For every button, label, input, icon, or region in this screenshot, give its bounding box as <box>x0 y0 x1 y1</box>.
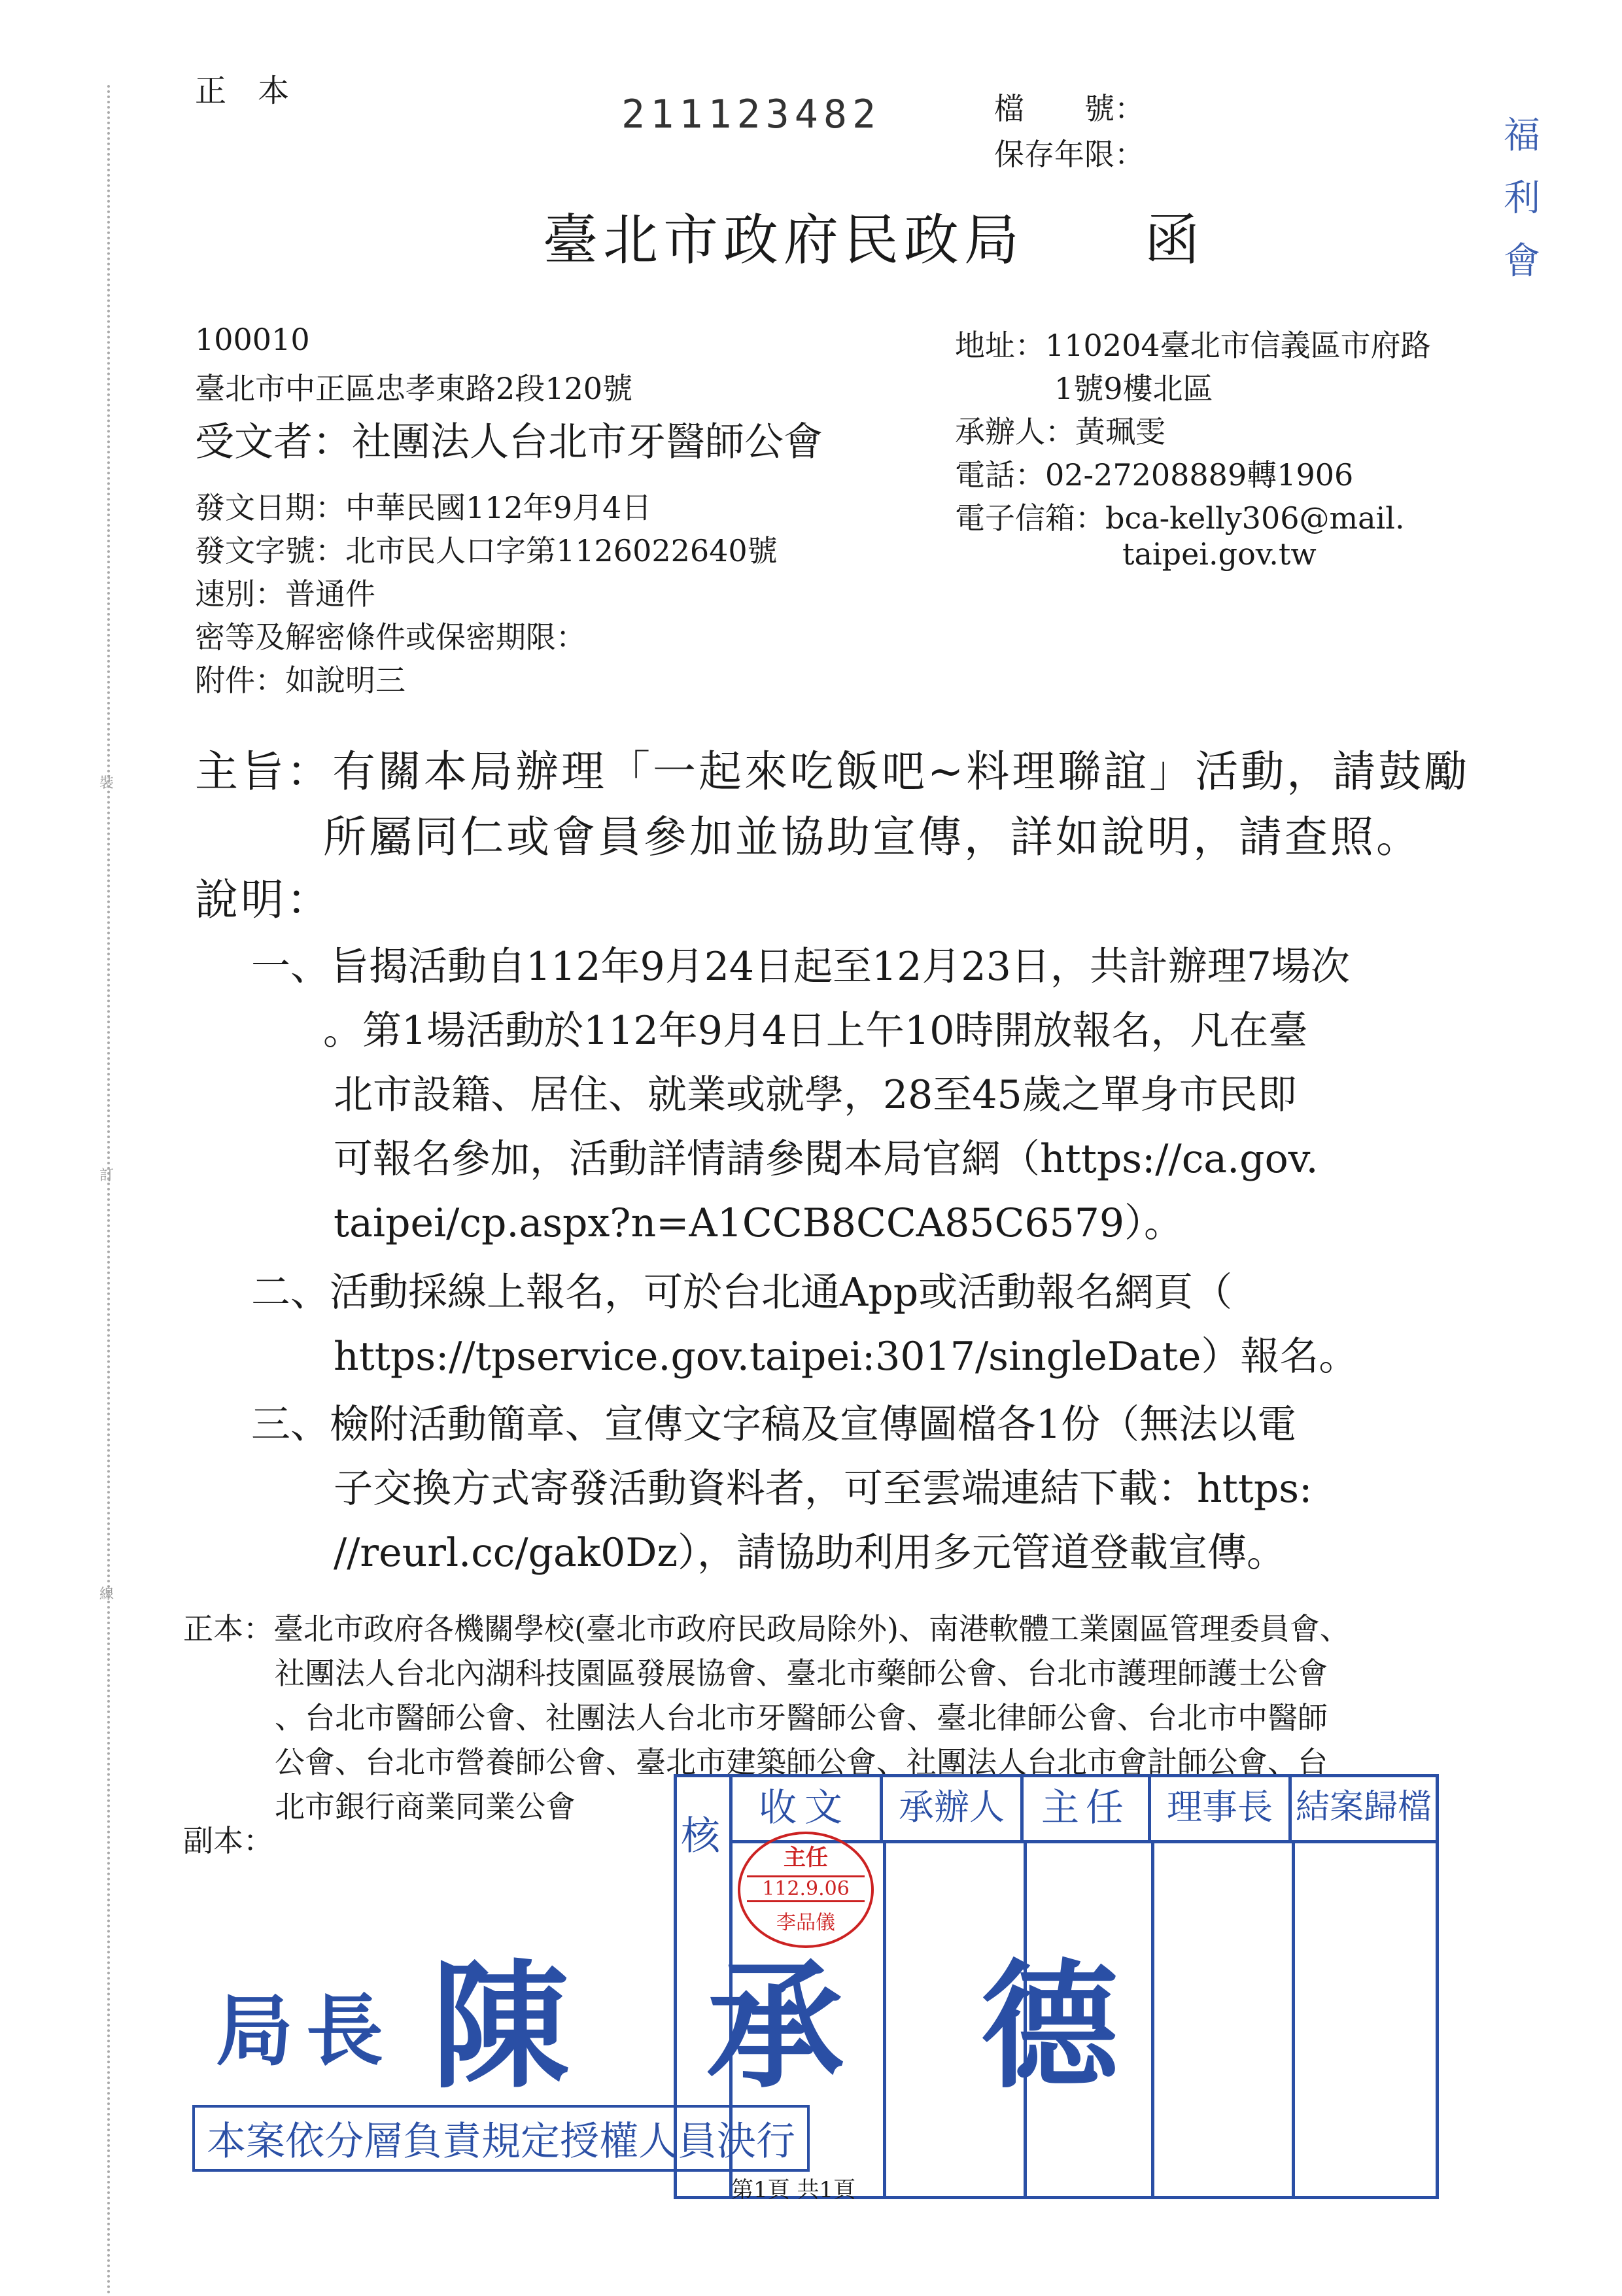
explanation-heading: 說明： <box>195 875 332 925</box>
table-divider <box>1151 1840 1154 2196</box>
header-director: 主任 <box>1024 1777 1151 1840</box>
side-stamp-char: 福 <box>1504 114 1540 157</box>
distribution-line: 公會、台北市營養師公會、臺北市建築師公會、社團法人台北市會計師公會、台 <box>275 1745 1328 1780</box>
attachment: 附件：如說明三 <box>195 663 406 698</box>
header-chairman: 理事長 <box>1151 1777 1292 1840</box>
file-number-label: 檔 號： <box>994 91 1145 126</box>
recipient-address: 臺北市中正區忠孝東路2段120號 <box>195 371 633 406</box>
approval-header-row <box>729 1777 1436 1843</box>
header-receive: 收文 <box>729 1777 883 1840</box>
explanation-line: //reurl.cc/gak0Dz），請協助利用多元管道登載宣傳。 <box>334 1530 1286 1576</box>
explanation-line: 北市設籍、居住、就業或就學，28至45歲之單身市民即 <box>334 1072 1297 1118</box>
subject-line: 主旨：有關本局辦理「一起來吃飯吧~料理聯誼」活動，請鼓勵 <box>195 746 1470 797</box>
binding-mark: 線 <box>99 1586 114 1603</box>
explanation-line: 三、檢附活動簡章、宣傳文字稿及宣傳圖檔各1份（無法以電 <box>251 1402 1297 1448</box>
seal-date: 112.9.06 <box>747 1875 865 1902</box>
side-stamp <box>1499 105 1545 293</box>
authorization-stamp: 本案依分層負責規定授權人員決行 <box>192 2105 810 2172</box>
recipient: 受文者：社團法人台北市牙醫師公會 <box>195 419 823 465</box>
explanation-line: https://tpservice.gov.taipei:3017/singleDate）報名。 <box>334 1334 1358 1380</box>
document-number: 發文字號：北市民人口字第1126022640號 <box>195 533 778 568</box>
binding-mark: 訂 <box>99 1168 114 1184</box>
side-stamp-char: 會 <box>1504 240 1540 283</box>
table-divider <box>1292 1840 1295 2196</box>
sender-address-line2: 1號9樓北區 <box>1054 371 1213 406</box>
email-line1: 電子信箱：bca-kelly306@mail. <box>955 500 1405 536</box>
copy-type-label: 正 本 <box>195 73 290 109</box>
distribution-line: 、台北市醫師公會、社團法人台北市牙醫師公會、臺北律師公會、台北市中醫師 <box>275 1700 1328 1735</box>
side-stamp-char: 利 <box>1504 177 1540 220</box>
signature-name: 陳 承 德 <box>432 1945 1119 2107</box>
seal-name: 李品儀 <box>776 1911 835 1934</box>
binding-line <box>107 85 110 2296</box>
speed: 速別：普通件 <box>195 576 375 612</box>
distribution-line: 社團法人台北內湖科技園區發展協會、臺北市藥師公會、台北市護理師護士公會 <box>275 1656 1328 1691</box>
distribution-line: 北市銀行商業同業公會 <box>275 1789 576 1824</box>
explanation-line: 可報名參加，活動詳情請參閱本局官網（https://ca.gov. <box>334 1136 1319 1182</box>
seal-title: 主任 <box>784 1845 828 1871</box>
retention-label: 保存年限： <box>994 137 1145 172</box>
approval-side-label: 核 <box>681 1813 720 1859</box>
explanation-line: 一、旨揭活動自112年9月24日起至12月23日，共計辦理7場次 <box>251 944 1350 990</box>
email-line2: taipei.gov.tw <box>1122 536 1317 572</box>
copy-recipients: 副本： <box>183 1823 273 1858</box>
page-footer: 第1頁 共1頁 <box>731 2177 856 2203</box>
signature-title: 局長 <box>216 1985 397 2076</box>
header-handler: 承辦人 <box>883 1777 1024 1840</box>
issue-date: 發文日期：中華民國112年9月4日 <box>195 490 652 525</box>
document-title: 臺北市政府民政局 函 <box>543 208 1205 272</box>
serial-number: 211123482 <box>621 92 882 137</box>
explanation-line: 子交換方式寄發活動資料者，可至雲端連結下載：https: <box>334 1466 1313 1512</box>
explanation-line: 二、活動採線上報名，可於台北通App或活動報名網頁（ <box>251 1270 1233 1315</box>
binding-mark: 裝 <box>99 775 114 791</box>
phone: 電話：02-27208889轉1906 <box>955 457 1354 493</box>
subject-line: 所屬同仁或會員參加並協助宣傳，詳如說明，請查照。 <box>323 812 1422 862</box>
distribution-line: 正本：臺北市政府各機關學校(臺北市政府民政局除外)、南港軟體工業園區管理委員會、 <box>183 1611 1350 1646</box>
postal-code: 100010 <box>195 322 310 357</box>
explanation-line: taipei/cp.aspx?n=A1CCB8CCA85C6579）。 <box>334 1200 1184 1246</box>
header-archive: 結案歸檔 <box>1295 1788 1432 1827</box>
secrecy: 密等及解密條件或保密期限： <box>195 619 586 655</box>
explanation-line: 。第1場活動於112年9月4日上午10時開放報名，凡在臺 <box>323 1008 1308 1054</box>
handler: 承辦人：黃珮雯 <box>955 414 1165 449</box>
sender-address-line1: 地址：110204臺北市信義區市府路 <box>955 328 1431 363</box>
